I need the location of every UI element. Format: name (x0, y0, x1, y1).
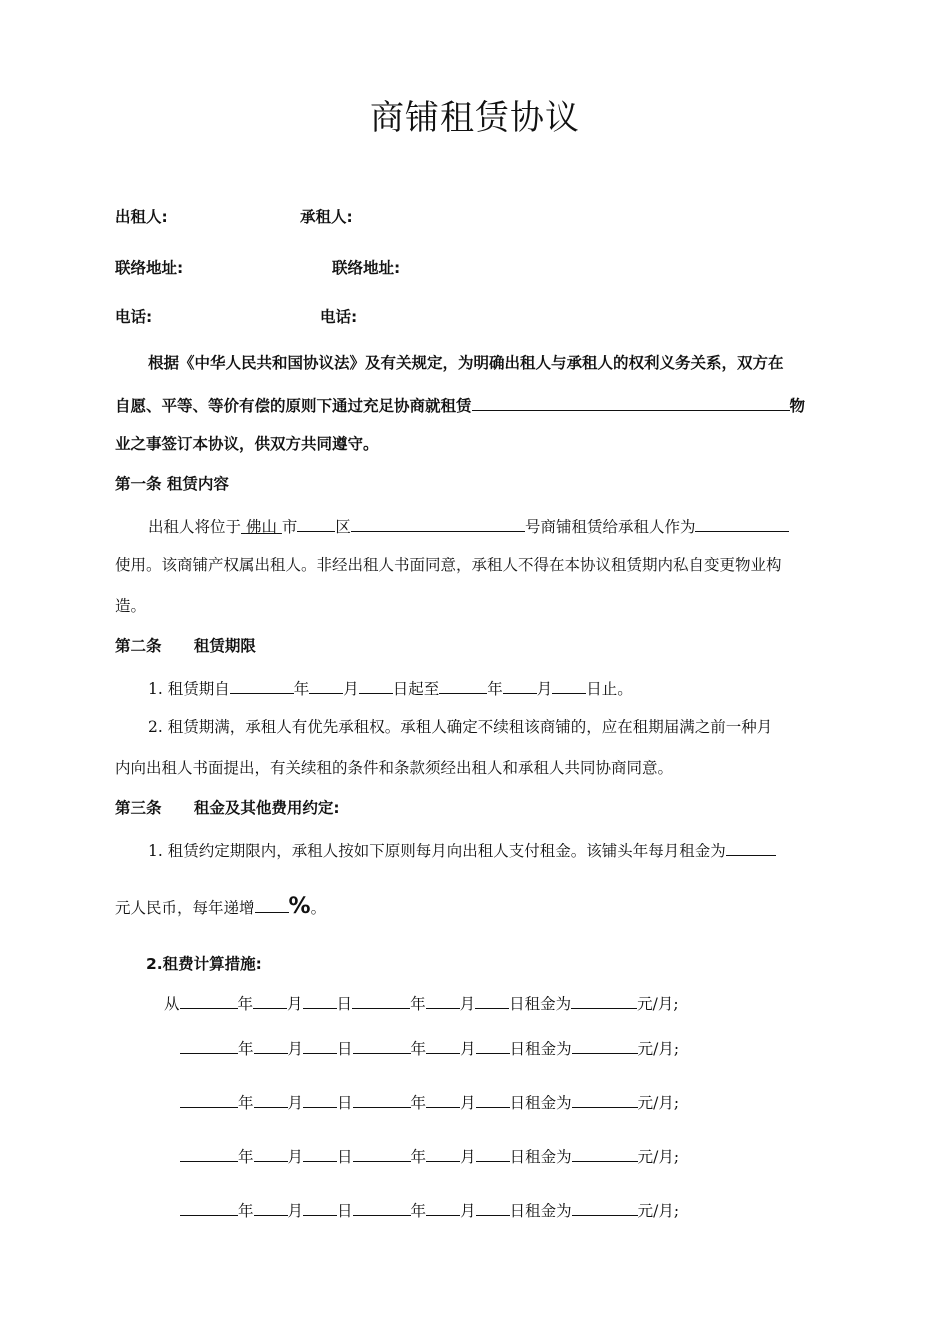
preamble-line-3: 业之事签订本协议，供双方共同遵守。 (115, 435, 379, 453)
rent-row-text: 日租金为 (509, 1094, 572, 1112)
preamble-line-1: 根据《中华人民共和国协议法》及有关规定，为明确出租人与承租人的权利义务关系，双方在 (148, 354, 784, 372)
address-label-1: 联络地址: (115, 259, 184, 277)
fill-in-blank (180, 991, 238, 1009)
fill-in-blank (180, 1198, 238, 1216)
fill-in-blank (353, 1144, 411, 1162)
rent-row-text: 月 (287, 1202, 304, 1220)
rent-row-text: 年 (238, 1094, 254, 1112)
article-3-item-1-line-1 (148, 838, 776, 862)
address-line-1 (115, 257, 183, 279)
start-month-label: 月 (343, 680, 359, 698)
rent-row-text: 月 (287, 1094, 304, 1112)
rent-row-text: 月 (287, 1148, 304, 1166)
percent-sign: % (288, 894, 311, 919)
lessee-label: 承租人: (300, 208, 353, 226)
rent-row-text: 年 (410, 1094, 427, 1112)
fill-in-blank (426, 1198, 460, 1216)
rent-row-text: 日租金为 (509, 995, 572, 1013)
fill-in-blank (476, 1090, 510, 1108)
increase-text: 元人民币，每年递增 (115, 899, 255, 917)
fill-in-blank (254, 1036, 288, 1054)
rent-row-text: 日 (337, 1094, 353, 1112)
rent-row (180, 1144, 679, 1168)
rent-row-text: 年 (238, 1148, 254, 1166)
preamble-line-2-text: 自愿、平等、等价有偿的原则下通过充足协商就租赁 (115, 397, 472, 415)
fill-in-blank (353, 1090, 411, 1108)
rent-row-text: 日租金为 (509, 1040, 572, 1058)
fill-in-blank (303, 1090, 337, 1108)
fill-in-blank (352, 991, 410, 1009)
rent-text: 1. 租赁约定期限内，承租人按如下原则每月向出租人支付租金。该铺头年每月租金为 (148, 842, 726, 860)
fill-in-blank (572, 1144, 638, 1162)
phone-line-2 (320, 306, 357, 328)
end-year-label: 年 (487, 680, 503, 698)
rent-row-text: 年 (410, 1040, 427, 1058)
rent-amount-blank (726, 838, 776, 856)
rent-row-text: 月 (460, 1202, 476, 1220)
use-blank (695, 514, 789, 532)
rent-row-text: 月 (460, 1148, 476, 1166)
fill-in-blank (572, 1090, 638, 1108)
rent-row-text: 月 (460, 1040, 476, 1058)
article-2-item-2-line-2: 内向出租人书面提出，有关续租的条件和条款须经出租人和承租人共同协商同意。 (115, 759, 674, 777)
district-blank (297, 514, 335, 532)
start-day-label: 日起至 (392, 680, 440, 698)
fill-in-blank (426, 1144, 460, 1162)
end-month-label: 月 (536, 680, 553, 698)
rent-row-text: 日租金为 (509, 1202, 572, 1220)
end-day-label: 日止。 (586, 680, 633, 698)
address-label-2: 联络地址: (332, 259, 401, 277)
lessor-line (115, 206, 168, 228)
article-2-item-1 (148, 676, 633, 700)
rent-calc-heading: 2.租费计算措施: (146, 955, 262, 973)
address-line-2 (332, 257, 400, 279)
article-1-line-3: 造。 (115, 597, 147, 615)
article-2-item-2-line-1: 2. 租赁期满，承租人有优先承租权。承租人确定不续租该商铺的，应在租期届满之前一种月 (148, 718, 773, 736)
preamble-line-2-end: 物 (789, 397, 806, 415)
term-label: 1. 租赁期自 (148, 680, 230, 698)
increase-blank (255, 895, 289, 913)
city-value (241, 518, 282, 536)
lessor-label: 出租人: (115, 208, 168, 226)
city-label: 市 (281, 518, 298, 536)
fill-in-blank (475, 991, 509, 1009)
rent-row-text: 月 (459, 995, 476, 1013)
fill-in-blank (180, 1090, 238, 1108)
fill-in-blank (476, 1144, 510, 1162)
preamble-line-2 (115, 393, 805, 417)
rent-row-text: 元/月; (637, 1202, 680, 1220)
rent-row-text: 年 (238, 1202, 254, 1220)
fill-in-blank (572, 1198, 638, 1216)
rent-row-text: 元/月; (637, 1040, 680, 1058)
rent-row-text: 日 (337, 1148, 353, 1166)
fill-in-blank (476, 1036, 510, 1054)
start-year-label: 年 (293, 680, 310, 698)
fill-in-blank (476, 1198, 510, 1216)
rent-row-text: 月 (287, 995, 303, 1013)
rent-row-text: 年 (410, 995, 426, 1013)
rent-row-text: 日租金为 (509, 1148, 572, 1166)
rent-row-from: 从 (164, 995, 180, 1013)
rent-row-text: 日 (337, 1202, 353, 1220)
lessee-line (300, 206, 353, 228)
rent-row-text: 月 (460, 1094, 476, 1112)
increase-end: 。 (310, 899, 327, 917)
fill-in-blank (254, 1144, 288, 1162)
fill-in-blank (303, 1144, 337, 1162)
article-3-heading: 第三条 租金及其他费用约定: (115, 799, 340, 817)
fill-in-blank (426, 1090, 460, 1108)
rent-row-text: 年 (237, 995, 254, 1013)
article-1-line-1 (148, 514, 789, 538)
fill-in-blank (254, 1198, 288, 1216)
rent-row-text: 月 (287, 1040, 304, 1058)
rent-row-text: 元/月; (637, 1094, 680, 1112)
fill-in-blank (353, 1036, 411, 1054)
fill-in-blank (572, 1036, 638, 1054)
article-1-heading: 第一条 租赁内容 (115, 475, 229, 493)
phone-line-1 (115, 306, 152, 328)
rent-row-text: 年 (238, 1040, 254, 1058)
article-2-heading: 第二条 租赁期限 (115, 637, 256, 655)
rent-row (164, 991, 679, 1015)
district-label: 区 (335, 518, 351, 536)
article-3-item-1-line-2 (115, 895, 326, 919)
rent-row (180, 1198, 679, 1222)
page-title: 商铺租赁协议 (370, 98, 580, 138)
end-month-blank (503, 676, 537, 694)
article-1-text-d: 号商铺租赁给承租人作为 (524, 518, 696, 536)
start-year-blank (230, 676, 294, 694)
fill-in-blank (254, 1090, 288, 1108)
fill-in-blank (426, 1036, 460, 1054)
rent-row-text: 年 (410, 1148, 427, 1166)
phone-label-2: 电话: (320, 308, 358, 326)
end-year-blank (439, 676, 487, 694)
rent-row (180, 1036, 679, 1060)
fill-in-blank (303, 1198, 337, 1216)
fill-in-blank (426, 991, 460, 1009)
fill-in-blank (180, 1144, 238, 1162)
fill-in-blank (353, 1198, 411, 1216)
property-blank (472, 393, 790, 411)
start-month-blank (309, 676, 343, 694)
article-1-text-a: 出租人将位于 (148, 518, 242, 536)
fill-in-blank (303, 991, 337, 1009)
rent-row-text: 元/月; (637, 995, 679, 1013)
city-name: 佛山 (245, 518, 277, 536)
rent-row-text: 日 (336, 995, 353, 1013)
fill-in-blank (571, 991, 637, 1009)
rent-row-text: 年 (410, 1202, 427, 1220)
fill-in-blank (303, 1036, 337, 1054)
end-day-blank (552, 676, 586, 694)
start-day-blank (359, 676, 393, 694)
number-blank (351, 514, 525, 532)
rent-row (180, 1090, 679, 1114)
article-1-line-2: 使用。该商铺产权属出租人。非经出租人书面同意，承租人不得在本协议租赁期内私自变更物业构 (115, 556, 782, 574)
rent-row-text: 日 (337, 1040, 353, 1058)
phone-label-1: 电话: (115, 308, 153, 326)
fill-in-blank (180, 1036, 238, 1054)
rent-row-text: 元/月; (637, 1148, 680, 1166)
fill-in-blank (253, 991, 287, 1009)
